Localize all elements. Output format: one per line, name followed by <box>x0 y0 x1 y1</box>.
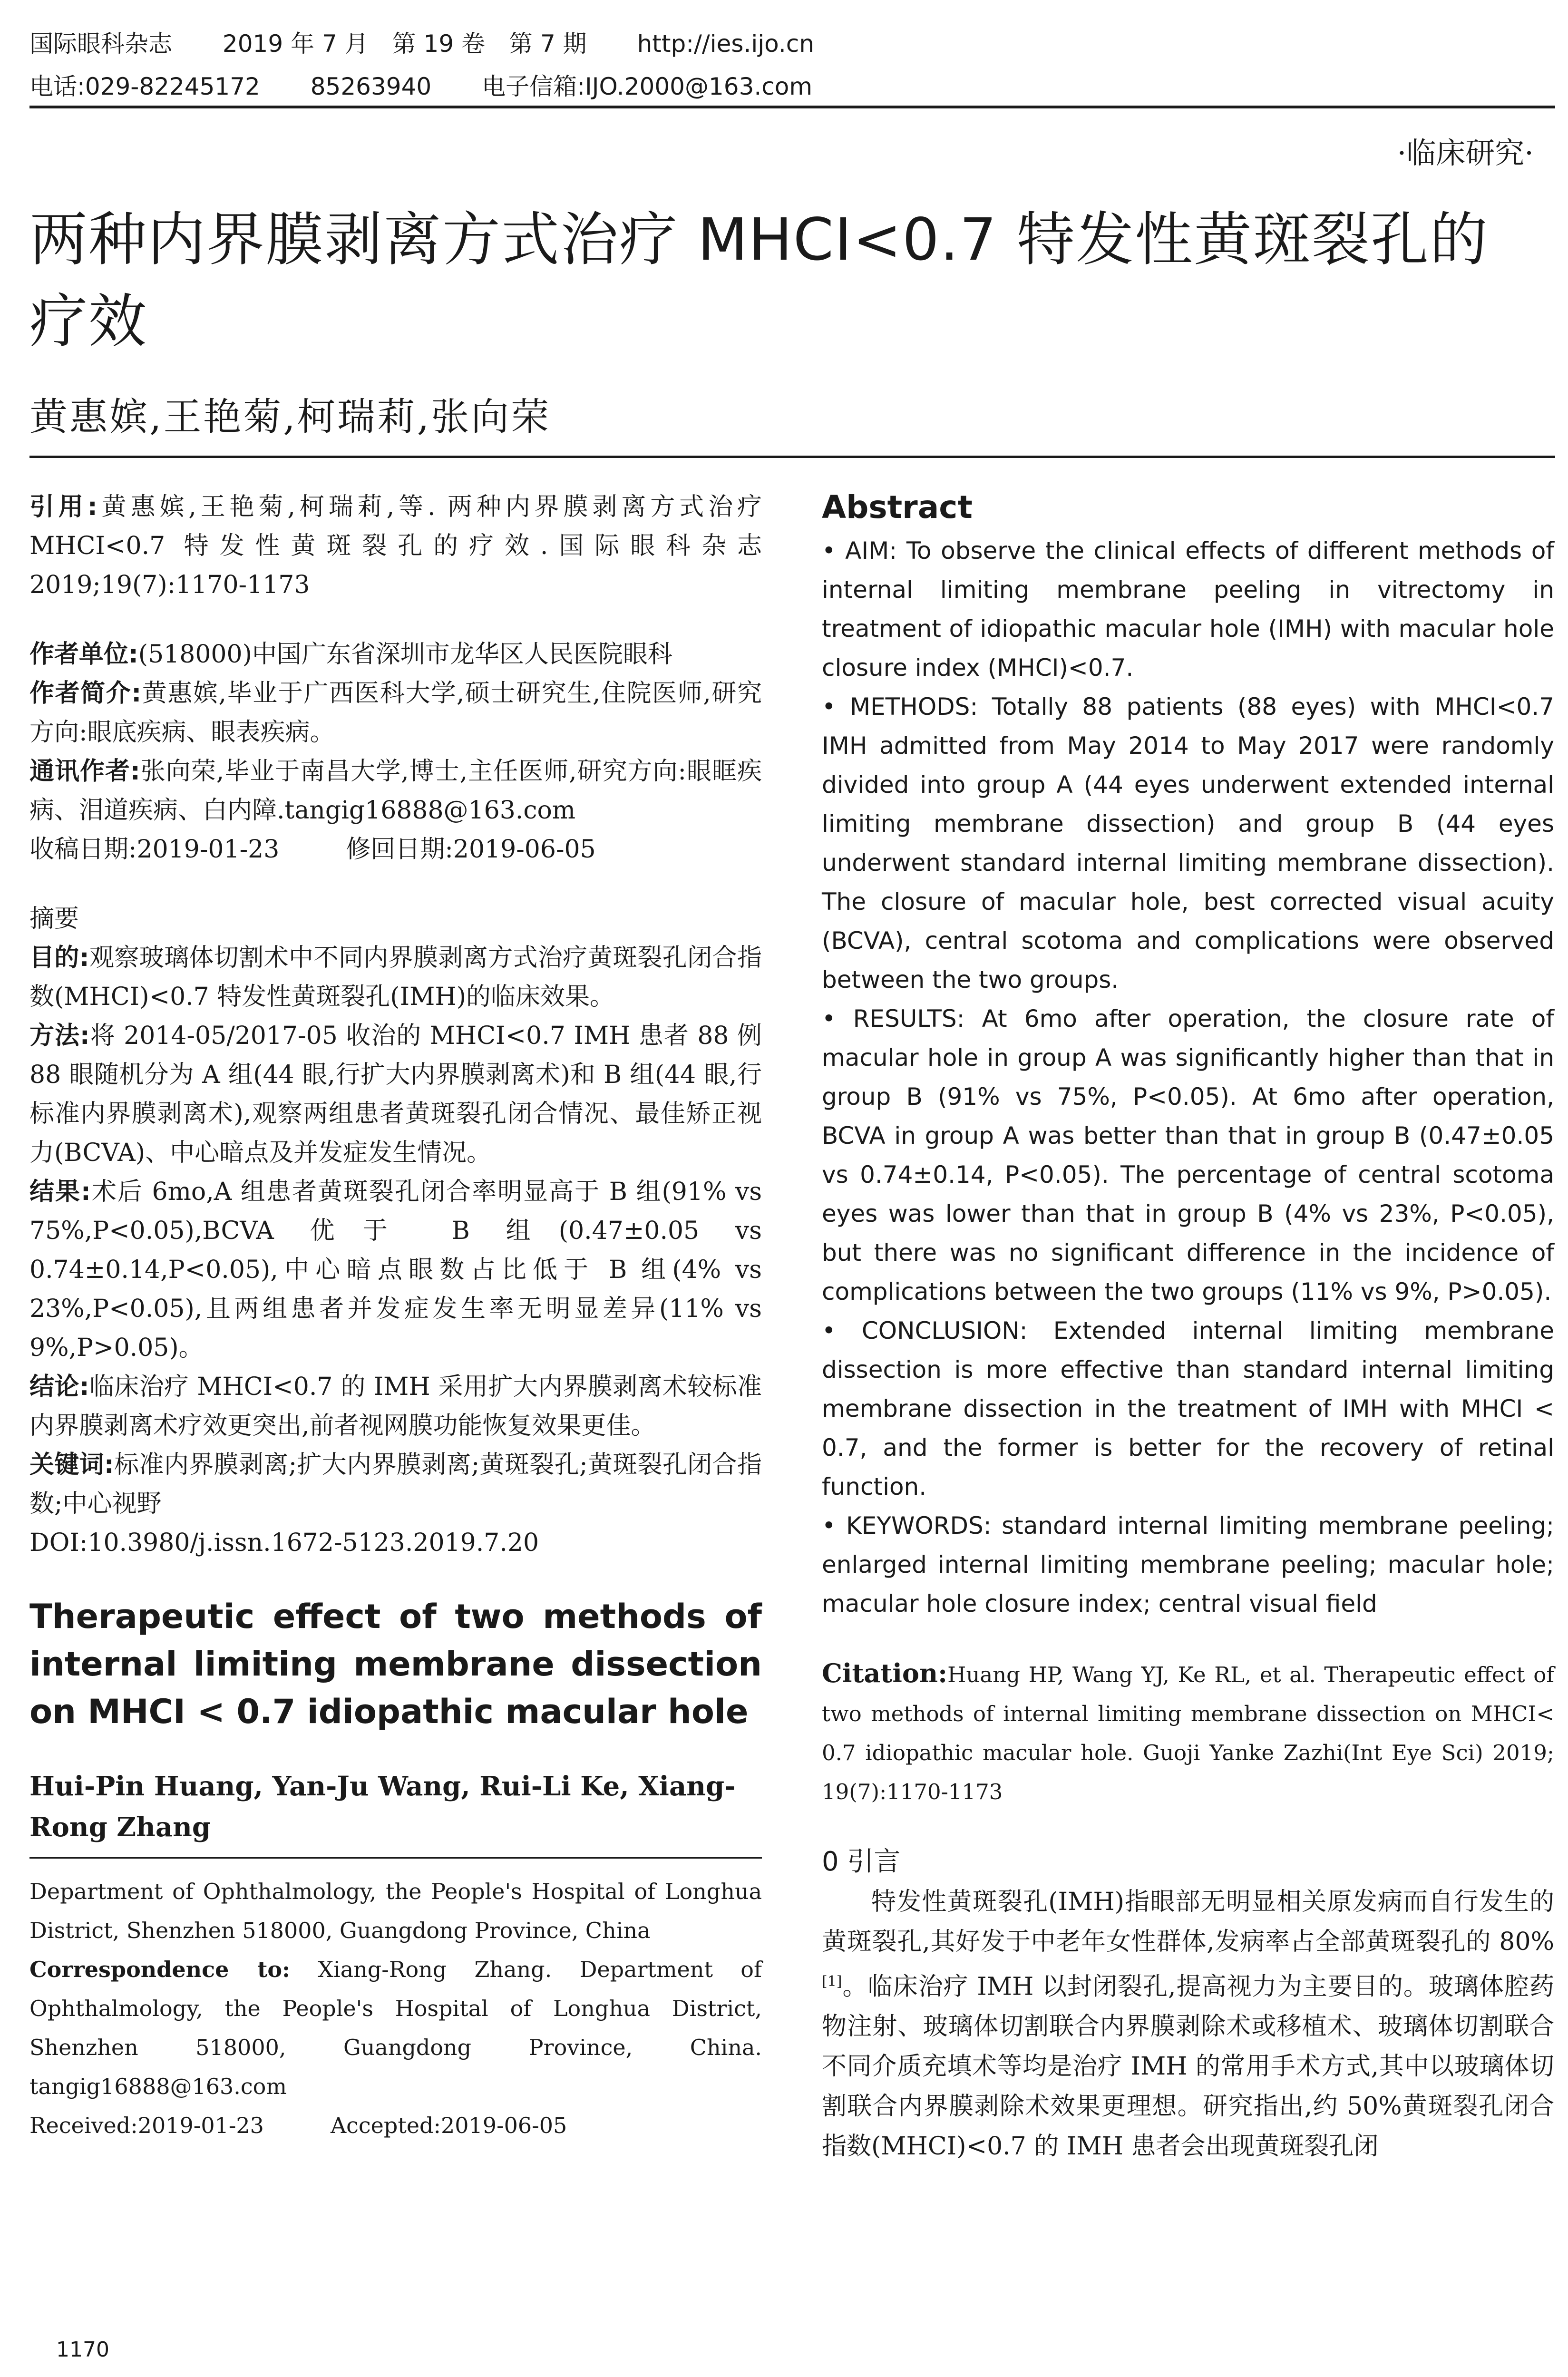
department-en: Department of Ophthalmology, the People's Hospital of Longhua District, Shenzhen 518000, Guangdong Province, China <box>29 1879 762 1943</box>
author-unit-text: (518000)中国广东省深圳市龙华区人民医院眼科 <box>138 640 672 669</box>
corresponding-author-label: 通讯作者: <box>29 757 140 786</box>
citation-cn-text: 黄惠嫔,王艳菊,柯瑞莉,等. 两种内界膜剥离方式治疗 MHCI<0.7 特发性黄斑裂孔的疗效.国际眼科杂志 2019;19(7):1170-1173 <box>29 493 762 599</box>
revised-date-cn: 修回日期:2019-06-05 <box>346 835 596 864</box>
abstract-aim-en: • AIM: To observe the clinical effects of different methods of internal limiting membrane peeling in vitrectomy in treatment of idiopathic macular hole (IMH) with macular hole closure index (MHCI)<0.7. <box>822 537 1554 682</box>
author-unit <box>29 635 762 674</box>
author-bio-text: 黄惠嫔,毕业于广西医科大学,硕士研究生,住院医师,研究方向:眼底疾病、眼表疾病。 <box>29 679 762 747</box>
citation-cn <box>29 487 762 604</box>
corresponding-author <box>29 752 762 830</box>
abstract-results-cn: 结果:术后 6mo,A 组患者黄斑裂孔闭合率明显高于 B 组(91% vs 75%,P<0.05),BCVA 优于 B 组(0.47±0.05 vs 0.74±0.14,P<0.05),中心暗点眼数占比低于 B 组(4% vs 23%,P<0.05),且两组患者并发症发生率无明显差异(11% vs 9%,P>0.05)。 <box>29 1178 762 1362</box>
author-bio <box>29 674 762 752</box>
abstract-conclusion-cn: 结论:临床治疗 MHCI<0.7 的 IMH 采用扩大内界膜剥离术较标准内界膜剥离术疗效更突出,前者视网膜功能恢复效果更佳。 <box>29 1373 762 1440</box>
intro-paragraph: 特发性黄斑裂孔(IMH)指眼部无明显相关原发病而自行发生的黄斑裂孔,其好发于中老年女性群体,发病率占全部黄斑裂孔的 80%[1]。临床治疗 IMH 以封闭裂孔,提高视力为主要目的。玻璃体腔药物注射、玻璃体切割联合内界膜剥除术或移植术、玻璃体切割联合不同介质充填术等均是治疗 IMH 的常用手术方式,其中以玻璃体切割联合内界膜剥除术效果更理想。研究指出,约 50%黄斑裂孔闭合指数(MHCI)<0.7 的 IMH 患者会出现黄斑裂孔闭 <box>822 1888 1554 2161</box>
citation-en-label: Citation: <box>822 1658 948 1688</box>
dates-en <box>29 2106 762 2145</box>
abstract-heading-en: Abstract <box>822 489 973 526</box>
author-bio-label: 作者简介: <box>29 679 142 708</box>
journal-email[interactable]: 电子信箱:IJO.2000@163.com <box>482 73 813 100</box>
article-title: 两种内界膜剥离方式治疗 MHCI<0.7 特发性黄斑裂孔的疗效 <box>29 206 1489 355</box>
dates-cn <box>29 830 762 869</box>
abstract-conclusion-en: • CONCLUSION: Extended internal limiting membrane dissection is more effective than standard internal limiting membrane dissection in the treatment of IMH with MHCI < 0.7, and the former is better for the recovery of retinal function. <box>822 1317 1554 1500</box>
correspondence-en: Correspondence to: Xiang-Rong Zhang. Department of Ophthalmology, the People's Hospital of Longhua District, Shenzhen 518000, Guangdong Province, China. tangig16888@163.com <box>29 1957 762 2099</box>
abstract-methods-en: • METHODS: Totally 88 patients (88 eyes) with MHCI<0.7 IMH admitted from May 2014 to May 2017 were randomly divided into group A (44 eyes underwent extended internal limiting membrane dissection) and group B (44 eyes underwent standard internal limiting membrane dissection). The closure of macular hole, best corrected visual acuity (BCVA), central scotoma and complications were observed between the two groups. <box>822 693 1554 994</box>
journal-header-line1 <box>29 25 857 59</box>
left-column <box>29 487 762 2145</box>
journal-header-line2 <box>29 68 855 102</box>
intro-heading: 0 引言 <box>822 1846 901 1877</box>
english-authors: Hui-Pin Huang, Yan-Ju Wang, Rui-Li Ke, Xiang-Rong Zhang <box>29 1771 736 1843</box>
author-unit-label: 作者单位: <box>29 640 138 669</box>
accepted-date-en: Accepted:2019-06-05 <box>330 2113 567 2138</box>
reference-marker[interactable]: [1] <box>822 1973 842 1990</box>
section-label: ·临床研究· <box>1397 136 1534 170</box>
abstract-methods-cn: 方法:将 2014-05/2017-05 收治的 MHCI<0.7 IMH 患者 88 例 88 眼随机分为 A 组(44 眼,行扩大内界膜剥离术)和 B 组(44 眼,行标准内界膜剥离术),观察两组患者黄斑裂孔闭合情况、最佳矫正视力(BCVA)、中心暗点及并发症发生情况。 <box>29 1022 762 1167</box>
journal-name: 国际眼科杂志 <box>29 30 172 58</box>
page-number: 1170 <box>56 2338 109 2362</box>
doi[interactable]: DOI:10.3980/j.issn.1672-5123.2019.7.20 <box>29 1529 539 1557</box>
english-title: Therapeutic effect of two methods of internal limiting membrane dissection on MHCI < 0.7 idiopathic macular hole <box>29 1597 762 1731</box>
header-rule <box>29 106 1555 108</box>
abstract-results-en: • RESULTS: At 6mo after operation, the closure rate of macular hole in group A was significantly higher than that in group B (91% vs 75%, P<0.05). At 6mo after operation, BCVA in group A was better than that in group B (0.47±0.05 vs 0.74±0.14, P<0.05). The percentage of central scotoma eyes was lower than that in group B (4% vs 23%, P<0.05), but there was no significant difference in the incidence of complications between the two groups (11% vs 9%, P>0.05). <box>822 1005 1554 1305</box>
journal-issue: 2019 年 7 月 第 19 卷 第 7 期 <box>222 30 587 58</box>
received-date-cn: 收稿日期:2019-01-23 <box>29 835 280 864</box>
keywords-en: • KEYWORDS: standard internal limiting membrane peeling; enlarged internal limiting membrane peeling; macular hole; macular hole closure index; central visual field <box>822 1512 1554 1617</box>
citation-cn-label: 引用: <box>29 493 97 521</box>
journal-url[interactable]: http://ies.ijo.cn <box>637 30 814 58</box>
keywords-cn: 关键词:标准内界膜剥离;扩大内界膜剥离;黄斑裂孔;黄斑裂孔闭合指数;中心视野 <box>29 1451 762 1518</box>
abstract-aim-cn: 目的:观察玻璃体切割术中不同内界膜剥离方式治疗黄斑裂孔闭合指数(MHCI)<0.7 特发性黄斑裂孔(IMH)的临床效果。 <box>29 944 762 1011</box>
journal-phone: 电话:029-82245172 <box>29 73 260 100</box>
authors-cn: 黄惠嫔,王艳菊,柯瑞莉,张向荣 <box>29 395 551 439</box>
corresponding-author-text: 张向荣,毕业于南昌大学,博士,主任医师,研究方向:眼眶疾病、泪道疾病、白内障.tangig16888@163.com <box>29 757 762 825</box>
authors-rule <box>29 1857 762 1859</box>
citation-en-text: Huang HP, Wang YJ, Ke RL, et al. Therapeutic effect of two methods of internal limiting membrane dissection on MHCI< 0.7 idiopathic macular hole. Guoji Yanke Zazhi(Int Eye Sci) 2019; 19(7):1170-1173 <box>822 1662 1554 1804</box>
received-date-en: Received:2019-01-23 <box>29 2113 264 2138</box>
journal-phone2: 85263940 <box>310 73 432 100</box>
abstract-heading-cn: 摘要 <box>29 905 79 933</box>
citation-en <box>822 1654 1554 1812</box>
title-rule <box>29 456 1555 458</box>
right-column <box>822 487 1554 2166</box>
